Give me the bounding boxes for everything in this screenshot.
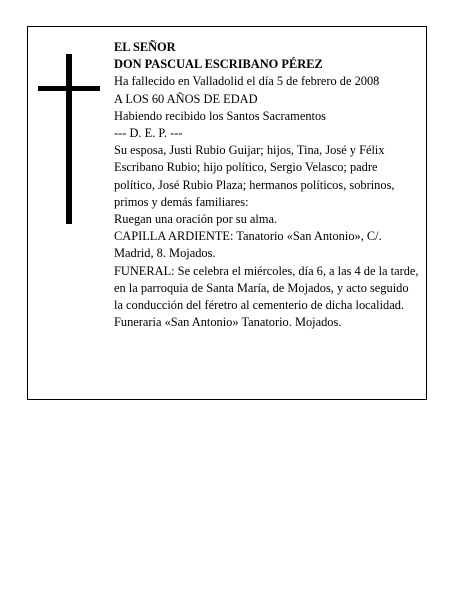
chapel-paragraph: CAPILLA ARDIENTE: Tanatorio «San Antonio», C/. Madrid, 8. Mojados.: [114, 229, 382, 261]
notice-text: [114, 39, 420, 331]
rip-line: --- D. E. P. ---: [114, 126, 183, 141]
family-paragraph: Su esposa, Justi Rubio Guijar; hijos, Tina, José y Félix Escribano Rubio; hijo político, Sergio Velasco; padre político, José Rubio Plaza; hermanos políticos, sobrinos, primos y demás familiares:: [114, 143, 395, 209]
cross-icon: [38, 54, 100, 224]
funeral-paragraph: FUNERAL: Se celebra el miércoles, día 6, a las 4 de la tarde, en la parroquia de Santa María, de Mojados, y acto seguido la conducción del féretro al cementerio de dicha localidad.: [114, 263, 419, 313]
deceased-name: DON PASCUAL ESCRIBANO PÉREZ: [114, 57, 323, 72]
cross-horizontal-bar: [38, 86, 100, 91]
prayer-request: Ruegan una oración por su alma.: [114, 212, 278, 227]
age-line: A LOS 60 AÑOS DE EDAD: [114, 91, 258, 106]
sacraments-line: Habiendo recibido los Santos Sacramentos: [114, 108, 326, 123]
death-notice: [27, 26, 427, 400]
heading-title: EL SEÑOR: [114, 40, 176, 54]
death-date-line: Ha fallecido en Valladolid el día 5 de febrero de 2008: [114, 74, 380, 89]
funeral-home-line: Funeraria «San Antonio» Tanatorio. Mojados.: [114, 315, 342, 330]
cross-vertical-bar: [66, 54, 72, 224]
